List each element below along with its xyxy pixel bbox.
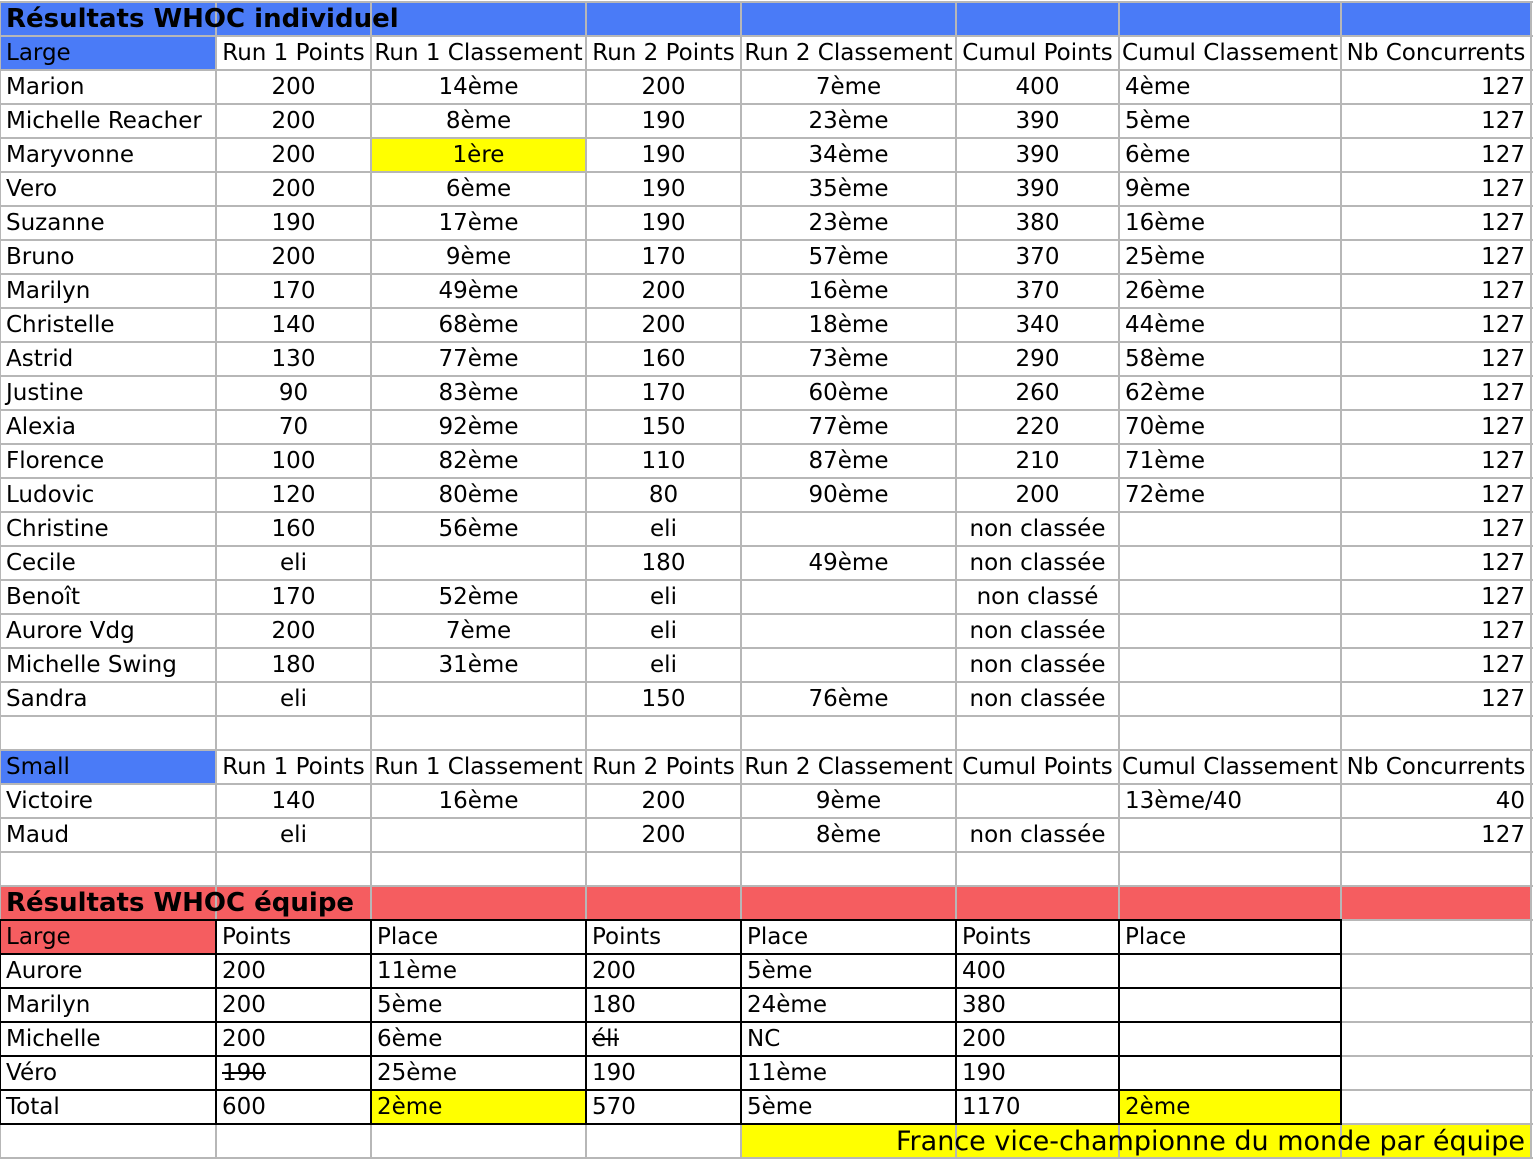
result-cell[interactable]: 180: [641, 549, 686, 576]
result-cell[interactable]: 71ème: [1125, 447, 1205, 474]
result-cell[interactable]: 127: [1481, 277, 1525, 304]
result-cell[interactable]: 200: [641, 787, 686, 814]
competitor-name[interactable]: Maud: [6, 821, 70, 848]
result-cell[interactable]: 190: [271, 209, 316, 236]
team-result-cell[interactable]: [1119, 1056, 1341, 1090]
team-member-name[interactable]: Total: [6, 1093, 60, 1120]
column-header[interactable]: Run 2 Points: [592, 39, 735, 66]
result-cell[interactable]: 190: [641, 209, 686, 236]
result-cell[interactable]: 127: [1481, 821, 1525, 848]
result-cell[interactable]: 200: [641, 821, 686, 848]
result-cell[interactable]: 40: [1495, 787, 1525, 814]
team-column-header[interactable]: Place: [377, 923, 439, 950]
column-header[interactable]: Cumul Points: [962, 39, 1113, 66]
result-cell[interactable]: 18ème: [808, 311, 889, 338]
result-cell[interactable]: non classée: [969, 617, 1106, 644]
result-cell[interactable]: 5ème: [1125, 107, 1191, 134]
result-cell[interactable]: eli: [650, 515, 677, 542]
result-cell[interactable]: 83ème: [438, 379, 519, 406]
team-result-cell[interactable]: 11ème: [377, 957, 457, 984]
result-cell[interactable]: 73ème: [808, 345, 889, 372]
result-cell[interactable]: 87ème: [808, 447, 889, 474]
result-cell[interactable]: 6ème: [445, 175, 512, 202]
result-cell[interactable]: [1119, 546, 1341, 580]
result-cell[interactable]: 7ème: [445, 617, 512, 644]
result-cell[interactable]: 13ème/40: [1125, 787, 1242, 814]
team-result-cell[interactable]: 570: [592, 1093, 636, 1120]
team-result-cell[interactable]: 190: [222, 1059, 266, 1086]
result-cell[interactable]: 127: [1481, 617, 1525, 644]
result-cell[interactable]: 127: [1481, 141, 1525, 168]
team-column-header[interactable]: Place: [747, 923, 809, 950]
result-cell[interactable]: eli: [280, 821, 307, 848]
result-cell[interactable]: 200: [641, 311, 686, 338]
result-cell[interactable]: 77ème: [808, 413, 889, 440]
result-cell[interactable]: 49ème: [438, 277, 519, 304]
result-cell[interactable]: 200: [271, 617, 316, 644]
result-cell[interactable]: 127: [1481, 447, 1525, 474]
team-result-cell[interactable]: 200: [222, 991, 266, 1018]
result-cell[interactable]: 290: [1015, 345, 1060, 372]
competitor-name[interactable]: Maryvonne: [6, 141, 134, 168]
column-header[interactable]: Run 1 Classement: [374, 39, 583, 66]
result-cell[interactable]: 35ème: [808, 175, 889, 202]
result-cell[interactable]: 26ème: [1125, 277, 1205, 304]
competitor-name[interactable]: Christelle: [6, 311, 115, 338]
result-cell[interactable]: 49ème: [808, 549, 889, 576]
result-cell[interactable]: 77ème: [438, 345, 519, 372]
result-cell[interactable]: 200: [271, 73, 316, 100]
result-cell[interactable]: 160: [641, 345, 686, 372]
result-cell[interactable]: [1119, 818, 1341, 852]
result-cell[interactable]: 370: [1015, 243, 1060, 270]
column-header[interactable]: Run 1 Classement: [374, 753, 583, 780]
competitor-name[interactable]: Astrid: [6, 345, 74, 372]
result-cell[interactable]: 220: [1015, 413, 1060, 440]
result-cell[interactable]: 127: [1481, 379, 1525, 406]
small-label[interactable]: Small: [6, 753, 70, 780]
team-result-cell[interactable]: 200: [222, 957, 266, 984]
result-cell[interactable]: 44ème: [1125, 311, 1205, 338]
competitor-name[interactable]: Victoire: [6, 787, 93, 814]
competitor-name[interactable]: Michelle Swing: [6, 651, 177, 678]
result-cell[interactable]: 200: [641, 73, 686, 100]
team-result-cell[interactable]: [1119, 988, 1341, 1022]
result-cell[interactable]: 9ème: [815, 787, 882, 814]
competitor-name[interactable]: Aurore Vdg: [6, 617, 135, 644]
competitor-name[interactable]: Vero: [6, 175, 58, 202]
result-cell[interactable]: [371, 546, 586, 580]
team-result-cell[interactable]: 6ème: [377, 1025, 443, 1052]
column-header[interactable]: Nb Concurrents: [1346, 753, 1526, 780]
result-cell[interactable]: non classée: [969, 821, 1106, 848]
result-cell[interactable]: 80ème: [438, 481, 519, 508]
team-member-name[interactable]: Michelle: [6, 1025, 101, 1052]
team-result-cell[interactable]: 200: [222, 1025, 266, 1052]
result-cell[interactable]: 16ème: [808, 277, 889, 304]
result-cell[interactable]: 200: [1015, 481, 1060, 508]
result-cell[interactable]: 400: [1015, 73, 1060, 100]
result-cell[interactable]: 25ème: [1125, 243, 1205, 270]
result-cell[interactable]: 9ème: [1125, 175, 1191, 202]
result-cell[interactable]: 390: [1015, 175, 1060, 202]
result-cell[interactable]: 140: [271, 311, 316, 338]
result-cell[interactable]: 380: [1015, 209, 1060, 236]
team-result-cell[interactable]: 24ème: [747, 991, 827, 1018]
column-header[interactable]: Cumul Classement: [1121, 39, 1339, 66]
result-cell[interactable]: 7ème: [815, 73, 882, 100]
result-cell[interactable]: [371, 818, 586, 852]
result-cell[interactable]: 200: [641, 277, 686, 304]
result-cell[interactable]: 17ème: [438, 209, 519, 236]
team-member-name[interactable]: Véro: [6, 1059, 58, 1086]
result-cell[interactable]: 127: [1481, 73, 1525, 100]
result-cell[interactable]: 127: [1481, 311, 1525, 338]
result-cell[interactable]: 190: [641, 175, 686, 202]
competitor-name[interactable]: Cecile: [6, 549, 76, 576]
result-cell[interactable]: 210: [1015, 447, 1060, 474]
column-header[interactable]: Run 2 Classement: [744, 753, 953, 780]
result-cell[interactable]: 34ème: [808, 141, 889, 168]
team-result-cell[interactable]: 600: [222, 1093, 266, 1120]
result-cell[interactable]: 92ème: [438, 413, 519, 440]
team-result-cell[interactable]: NC: [747, 1025, 781, 1052]
team-large-label[interactable]: Large: [6, 923, 71, 950]
result-cell[interactable]: 58ème: [1125, 345, 1205, 372]
result-cell[interactable]: 127: [1481, 549, 1525, 576]
result-cell[interactable]: 190: [641, 107, 686, 134]
team-title[interactable]: Résultats WHOC équipe: [6, 888, 355, 918]
result-cell[interactable]: 72ème: [1125, 481, 1205, 508]
competitor-name[interactable]: Suzanne: [6, 209, 105, 236]
column-header[interactable]: Run 1 Points: [222, 753, 365, 780]
result-cell[interactable]: 52ème: [438, 583, 519, 610]
column-header[interactable]: Run 2 Points: [592, 753, 735, 780]
team-result-cell[interactable]: 380: [962, 991, 1006, 1018]
result-cell[interactable]: 14ème: [438, 73, 519, 100]
competitor-name[interactable]: Florence: [6, 447, 105, 474]
result-cell[interactable]: 6ème: [1125, 141, 1191, 168]
team-column-header[interactable]: Points: [592, 923, 662, 950]
result-cell[interactable]: 260: [1015, 379, 1060, 406]
result-cell[interactable]: 200: [271, 141, 316, 168]
result-cell[interactable]: 200: [271, 243, 316, 270]
result-cell[interactable]: 390: [1015, 141, 1060, 168]
result-cell[interactable]: [371, 682, 586, 716]
result-cell[interactable]: [1119, 648, 1341, 682]
team-member-name[interactable]: Aurore: [6, 957, 83, 984]
team-result-cell[interactable]: 190: [592, 1059, 636, 1086]
result-cell[interactable]: 170: [641, 243, 686, 270]
result-cell[interactable]: 127: [1481, 209, 1525, 236]
competitor-name[interactable]: Sandra: [6, 685, 88, 712]
result-cell[interactable]: non classé: [976, 583, 1099, 610]
result-cell[interactable]: 70: [278, 413, 309, 440]
team-column-header[interactable]: Points: [962, 923, 1032, 950]
competitor-name[interactable]: Bruno: [6, 243, 75, 270]
column-header[interactable]: Cumul Points: [962, 753, 1113, 780]
team-result-cell[interactable]: [1119, 1022, 1341, 1056]
result-cell[interactable]: 9ème: [445, 243, 512, 270]
result-cell[interactable]: eli: [280, 549, 307, 576]
result-cell[interactable]: eli: [280, 685, 307, 712]
result-cell[interactable]: [1119, 614, 1341, 648]
result-cell[interactable]: 340: [1015, 311, 1060, 338]
team-result-cell[interactable]: 2ème: [1125, 1093, 1191, 1120]
result-cell[interactable]: 110: [641, 447, 686, 474]
large-label[interactable]: Large: [6, 39, 71, 66]
result-cell[interactable]: 62ème: [1125, 379, 1205, 406]
result-cell[interactable]: 170: [271, 277, 316, 304]
result-cell[interactable]: 4ème: [1125, 73, 1191, 100]
result-cell[interactable]: [1119, 580, 1341, 614]
result-cell[interactable]: 127: [1481, 515, 1525, 542]
result-cell[interactable]: 160: [271, 515, 316, 542]
result-cell[interactable]: 127: [1481, 175, 1525, 202]
result-cell[interactable]: eli: [650, 617, 677, 644]
competitor-name[interactable]: Justine: [6, 379, 84, 406]
result-cell[interactable]: non classée: [969, 515, 1106, 542]
result-cell[interactable]: 127: [1481, 583, 1525, 610]
team-result-cell[interactable]: 400: [962, 957, 1006, 984]
team-column-header[interactable]: Points: [222, 923, 292, 950]
result-cell[interactable]: 127: [1481, 413, 1525, 440]
team-result-cell[interactable]: 200: [592, 957, 636, 984]
result-cell[interactable]: [741, 614, 956, 648]
team-result-cell[interactable]: [1119, 954, 1341, 988]
result-cell[interactable]: eli: [650, 583, 677, 610]
result-cell[interactable]: 90: [278, 379, 309, 406]
result-cell[interactable]: [956, 784, 1119, 818]
result-cell[interactable]: 1ère: [452, 141, 505, 168]
team-result-cell[interactable]: 1170: [962, 1093, 1021, 1120]
result-cell[interactable]: 76ème: [808, 685, 889, 712]
result-cell[interactable]: 70ème: [1125, 413, 1205, 440]
column-header[interactable]: Run 2 Classement: [744, 39, 953, 66]
result-cell[interactable]: 127: [1481, 651, 1525, 678]
result-cell[interactable]: 140: [271, 787, 316, 814]
result-cell[interactable]: 127: [1481, 345, 1525, 372]
column-header[interactable]: Nb Concurrents: [1346, 39, 1526, 66]
team-result-cell[interactable]: 200: [962, 1025, 1006, 1052]
team-result-cell[interactable]: 5ème: [747, 957, 813, 984]
team-result-cell[interactable]: 5ème: [747, 1093, 813, 1120]
team-member-name[interactable]: Marilyn: [6, 991, 91, 1018]
column-header[interactable]: Cumul Classement: [1121, 753, 1339, 780]
column-header[interactable]: Run 1 Points: [222, 39, 365, 66]
result-cell[interactable]: 130: [271, 345, 316, 372]
team-result-cell[interactable]: 25ème: [377, 1059, 457, 1086]
result-cell[interactable]: [741, 648, 956, 682]
result-cell[interactable]: 57ème: [808, 243, 889, 270]
result-cell[interactable]: 82ème: [438, 447, 519, 474]
result-cell[interactable]: [741, 580, 956, 614]
result-cell[interactable]: 127: [1481, 481, 1525, 508]
result-cell[interactable]: 150: [641, 413, 686, 440]
result-cell[interactable]: 8ème: [815, 821, 882, 848]
competitor-name[interactable]: Marion: [6, 73, 85, 100]
team-result-cell[interactable]: 180: [592, 991, 636, 1018]
result-cell[interactable]: 150: [641, 685, 686, 712]
result-cell[interactable]: 8ème: [445, 107, 512, 134]
result-cell[interactable]: 68ème: [438, 311, 519, 338]
result-cell[interactable]: 170: [271, 583, 316, 610]
result-cell[interactable]: 80: [648, 481, 679, 508]
result-cell[interactable]: 180: [271, 651, 316, 678]
team-result-cell[interactable]: 11ème: [747, 1059, 827, 1086]
result-cell[interactable]: 90ème: [808, 481, 889, 508]
result-cell[interactable]: 170: [641, 379, 686, 406]
competitor-name[interactable]: Michelle Reacher: [6, 107, 202, 134]
team-result-cell[interactable]: 5ème: [377, 991, 443, 1018]
result-cell[interactable]: [741, 512, 956, 546]
result-cell[interactable]: 120: [271, 481, 316, 508]
individual-title[interactable]: Résultats WHOC individuel: [6, 4, 399, 34]
team-result-cell[interactable]: éli: [592, 1025, 619, 1052]
result-cell[interactable]: 127: [1481, 243, 1525, 270]
team-result-cell[interactable]: 190: [962, 1059, 1006, 1086]
team-column-header[interactable]: Place: [1125, 923, 1187, 950]
result-cell[interactable]: 56ème: [438, 515, 519, 542]
result-cell[interactable]: non classée: [969, 651, 1106, 678]
result-cell[interactable]: 16ème: [1125, 209, 1205, 236]
result-cell[interactable]: 390: [1015, 107, 1060, 134]
result-cell[interactable]: 23ème: [808, 107, 889, 134]
result-cell[interactable]: 16ème: [438, 787, 519, 814]
result-cell[interactable]: non classée: [969, 685, 1106, 712]
team-result-cell[interactable]: 2ème: [377, 1093, 443, 1120]
competitor-name[interactable]: Marilyn: [6, 277, 91, 304]
result-cell[interactable]: 200: [271, 175, 316, 202]
result-cell[interactable]: [1119, 512, 1341, 546]
team-banner[interactable]: France vice-championne du monde par équipe: [895, 1125, 1525, 1157]
competitor-name[interactable]: Ludovic: [6, 481, 95, 508]
result-cell[interactable]: 100: [271, 447, 316, 474]
result-cell[interactable]: 31ème: [438, 651, 519, 678]
result-cell[interactable]: [1119, 682, 1341, 716]
result-cell[interactable]: 23ème: [808, 209, 889, 236]
result-cell[interactable]: 200: [271, 107, 316, 134]
result-cell[interactable]: 127: [1481, 107, 1525, 134]
result-cell[interactable]: 60ème: [808, 379, 889, 406]
result-cell[interactable]: 190: [641, 141, 686, 168]
result-cell[interactable]: 127: [1481, 685, 1525, 712]
result-cell[interactable]: 370: [1015, 277, 1060, 304]
result-cell[interactable]: non classée: [969, 549, 1106, 576]
competitor-name[interactable]: Christine: [6, 515, 109, 542]
competitor-name[interactable]: Benoît: [6, 583, 80, 610]
result-cell[interactable]: eli: [650, 651, 677, 678]
competitor-name[interactable]: Alexia: [6, 413, 76, 440]
